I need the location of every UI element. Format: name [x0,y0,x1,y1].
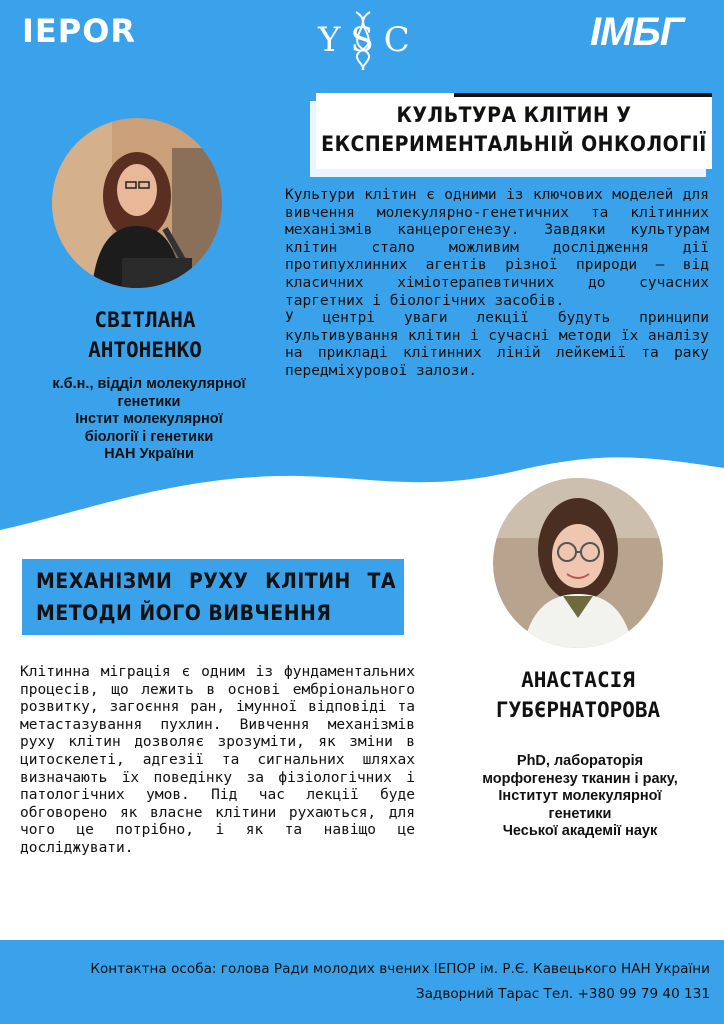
ysc-logo-text: YSC [318,20,420,60]
speaker2-affiliation-line: генетики [548,805,612,822]
speaker-photo-antonenko [52,118,222,288]
speaker2-affiliation-line: PhD, лабораторія [516,753,644,769]
title-accent-line [454,93,712,97]
lecture1-title-box [316,93,712,169]
lecture1-description-p1: Культури клітин є одними із ключових моделей для вивчення молекулярно-генетичних та клітинних механізмів канцерогенезу. Завдяки культурам клітин стало можливим дослідження дії протипухлинних агентів різної природи – від класичних хіміотерапевтичних до сучасних таргетних і біологічних засобів. [285,187,709,309]
speaker1-first-name: СВІТЛАНА [94,308,196,332]
iepor-logo: IEPOR [22,12,137,50]
speaker1-affiliation [24,376,274,464]
lecture1-title: КУЛЬТУРА КЛІТИН У ЕКСПЕРИМЕНТАЛЬНІЙ ОНКОЛОГІЇ [321,103,707,156]
lecture1-description [285,187,709,381]
speaker2-affiliation-line: морфогенезу тканин і раку, [482,770,678,787]
speaker2-affiliation-line: Чеської академії наук [502,823,658,839]
lecture2-title-box [22,559,404,635]
lecture2-title: МЕХАНІЗМИ РУХУ КЛІТИН ТА МЕТОДИ ЙОГО ВИВЧЕННЯ [36,569,396,625]
speaker2-last-name: ГУБЄРНАТОРОВА [495,698,661,722]
speaker-portrait-image [52,118,222,288]
speaker1-affiliation-line: к.б.н., відділ молекулярної [52,376,246,392]
speaker1-affiliation-line: біології і генетики [84,428,214,445]
contact-line-1: Контактна особа: голова Ради молодих вчених ІЕПОР ім. Р.Є. Кавецького НАН України [90,961,710,977]
speaker1-name [60,305,230,365]
speaker-portrait-image [493,478,663,648]
speaker-photo-gubernatorova [493,478,663,648]
contact-line-2: Задворний Тарас Тел. +380 99 79 40 131 [415,986,710,1002]
speaker2-first-name: АНАСТАСІЯ [521,668,635,692]
speaker1-affiliation-line: Інстит молекулярної [75,411,223,427]
speaker2-affiliation-line: Інститут молекулярної [498,788,662,804]
speaker1-affiliation-line: генетики [117,393,181,410]
lecture1-description-p2: У центрі уваги лекції будуть принципи культивування клітин і сучасні методи їх аналізу на прикладі клітинних ліній лейкемії та раку передміхурової залози. [285,310,709,379]
ysc-logo [318,10,420,70]
imbg-logo: ІМБГ [590,10,684,54]
lecture2-description: Клітинна міграція є одним із фундаментальних процесів, що лежить в основі ембріонального розвитку, загоєння ран, імунної відповіді та метастазування пухлин. Вивчення механізмів руху клітин дозволяє зрозуміти, як зміни в цитоскелеті, адгезії та сигнальних шляхах визначають їх поведінку за фізіологічних і патологічних умов. Під час лекції буде обговорено як власне клітини рухаються, для чого це потрібно, і як та навіщо це досліджувати. [20,664,415,856]
speaker2-affiliation [440,753,720,841]
speaker1-affiliation-line: НАН України [104,446,194,462]
speaker2-name [478,665,678,725]
footer-bar [0,940,724,1024]
speaker1-last-name: АНТОНЕНКО [88,338,202,362]
